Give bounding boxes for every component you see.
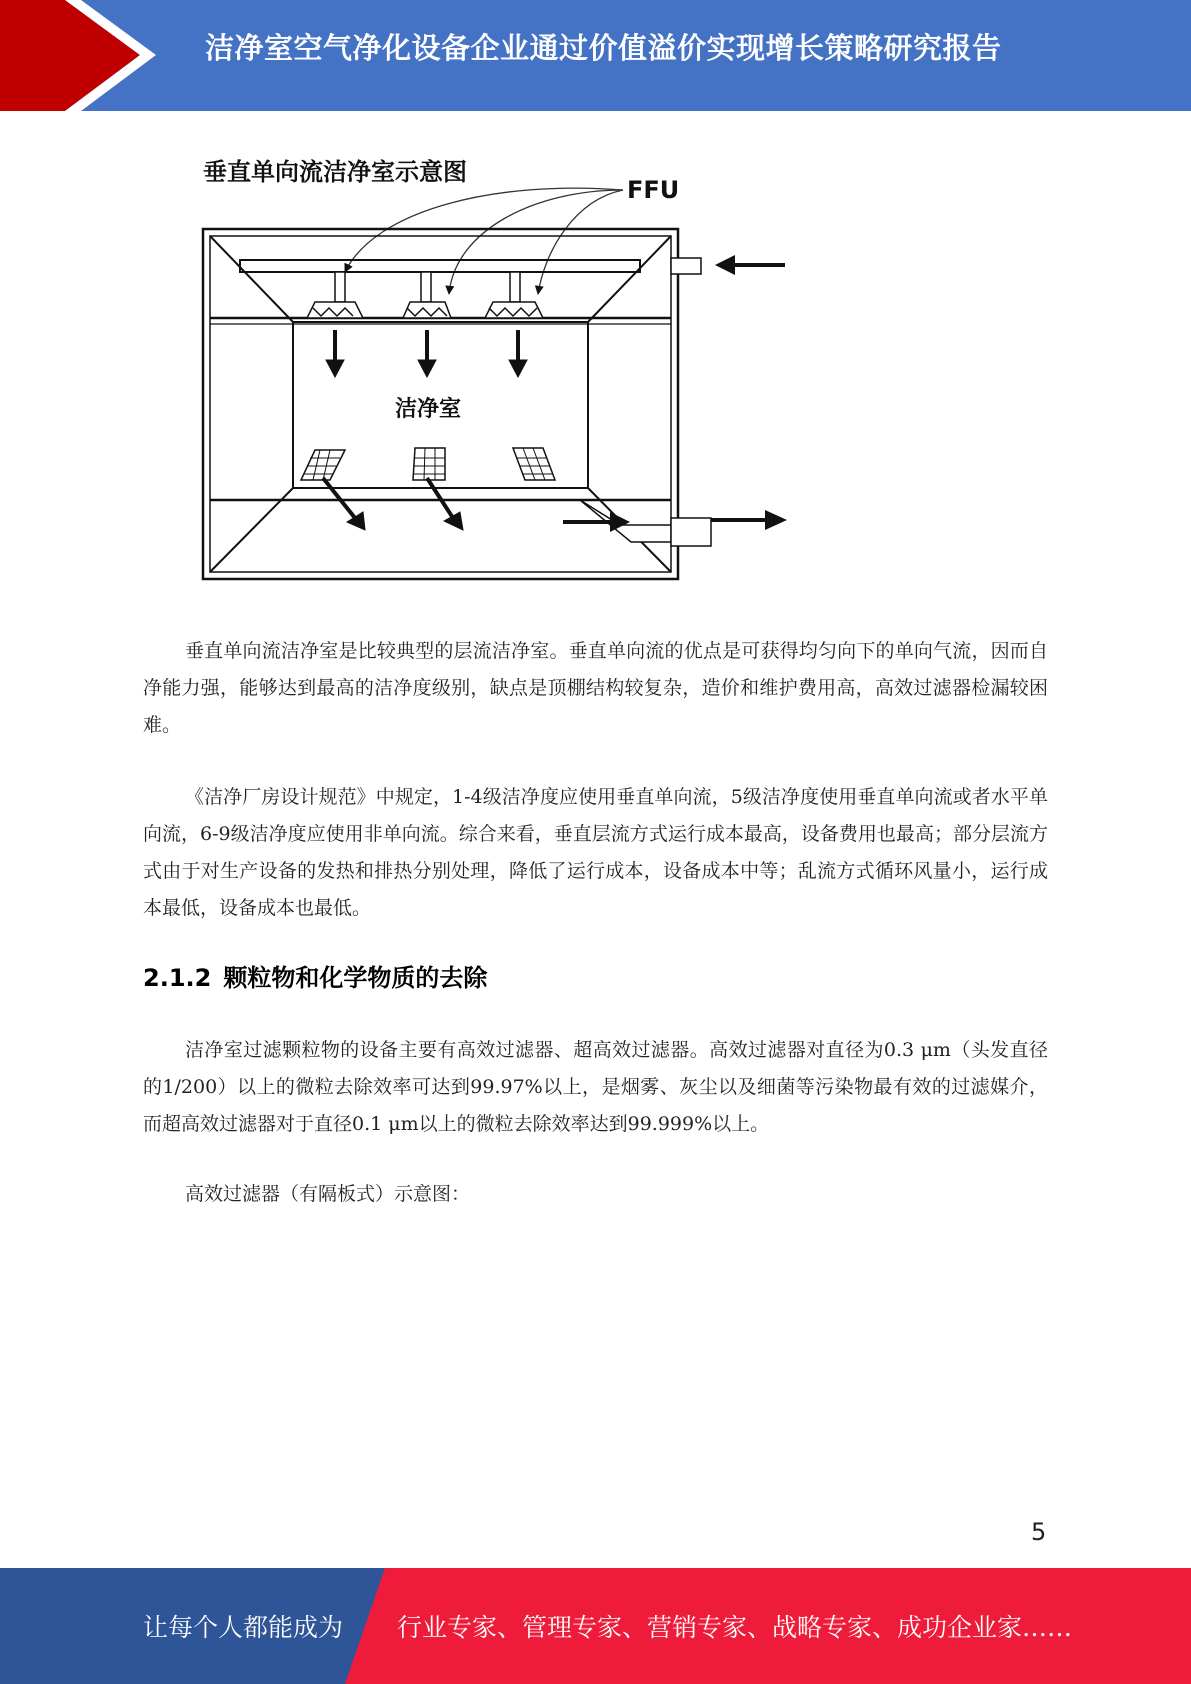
section-heading [143,958,487,993]
paragraph-hepa-caption [143,1176,1048,1213]
diagram-title: 垂直单向流洁净室示意图 [203,158,467,186]
header-chevron-icon [0,0,160,111]
paragraph-vertical-flow [143,633,1048,744]
cleanroom-diagram [195,150,805,590]
page-footer [0,1568,1191,1684]
footer-slogan-right: 行业专家、管理专家、营销专家、战略专家、成功企业家…… [397,1613,1073,1642]
footer-slogan-left: 让每个人都能成为 [143,1613,344,1642]
section-title: 颗粒物和化学物质的去除 [223,964,488,992]
downflow-arrows [326,330,527,377]
section-number: 2.1.2 [143,964,212,992]
air-outlet [563,500,787,546]
paragraph-text: 高效过滤器（有隔板式）示意图： [185,1183,471,1205]
cleanroom-label: 洁净室 [395,397,462,422]
floor-grilles [301,448,555,480]
paragraph-text: 洁净室过滤颗粒物的设备主要有高效过滤器、超高效过滤器。高效过滤器对直径为0.3 μm（头发直径的1/200）以上的微粒去除效率可达到99.97%以上，是烟雾、灰尘以及细菌等污染物最有效的过滤媒介，而超高效过滤器对于直径0.1 μm以上的微粒去除效率达到99.999%以上。 [143,1039,1048,1135]
ffu-label: FFU [627,176,680,204]
ffu-leader-lines [345,188,623,294]
paragraph-design-spec [143,779,1048,927]
air-inlet [671,255,785,275]
paragraph-filters [143,1032,1048,1143]
ffu-units [307,272,543,318]
paragraph-text: 《洁净厂房设计规范》中规定，1-4级洁净度应使用垂直单向流，5级洁净度使用垂直单向流或者水平单向流，6-9级洁净度应使用非单向流。综合来看，垂直层流方式运行成本最高，设备费用也最高；部分层流方式由于对生产设备的发热和排热分别处理，降低了运行成本，设备成本中等；乱流方式循环风量小，运行成本最低，设备成本也最低。 [143,786,1048,919]
return-arrows [323,478,463,530]
page-header [0,0,1191,111]
report-title: 洁净室空气净化设备企业通过价值溢价实现增长策略研究报告 [205,31,1002,65]
page-number: 5 [1031,1518,1047,1546]
paragraph-text: 垂直单向流洁净室是比较典型的层流洁净室。垂直单向流的优点是可获得均匀向下的单向气流，因而自净能力强，能够达到最高的洁净度级别，缺点是顶棚结构较复杂，造价和维护费用高，高效过滤器检漏较困难。 [143,640,1048,736]
